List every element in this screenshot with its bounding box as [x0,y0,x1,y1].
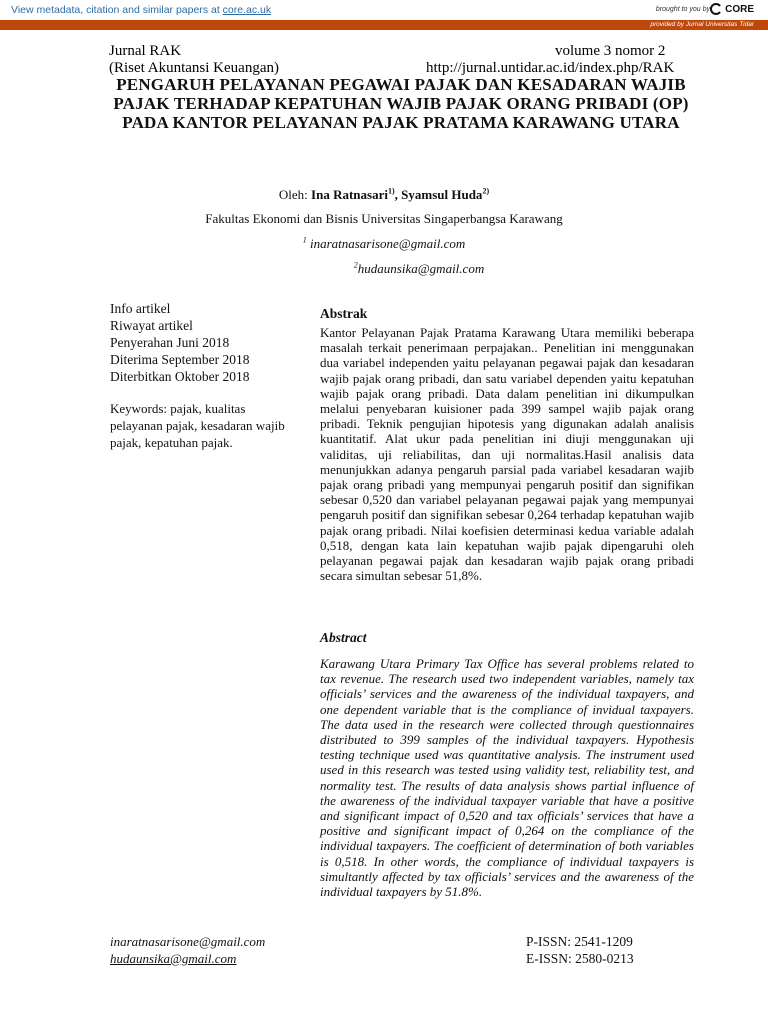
author-2-sup: 2) [482,186,490,196]
core-provided-strip [0,20,768,30]
article-info [110,300,285,385]
keywords: Keywords: pajak, kualitas pelayanan pajak, kesadaran wajib pajak, kepatuhan pajak. [110,401,285,450]
author-prefix: Oleh: [278,187,312,202]
core-top-bar [0,0,768,21]
abstrak-body: Kantor Pelayanan Pajak Pratama Karawang Utara memiliki beberapa masalah terkait penerimaan perpajakan.. Penelitian ini menggunakan dua variabel independen yaitu pelayanan pegawai pajak dan kesadaran wajib pajak orang pribadi, dan satu variabel dependen yaitu kepatuhan wajib pajak orang pribadi. Data dalam penelitian ini dikumpulkan melalui penyebaran kuisioner pada 399 sampel wajib pajak orang pribadi. Teknik pengujian hipotesis yang digunakan adalah analisis kuantitatif. Alat ukur pada penelitian ini diuji menggunakan uji validitas, uji reliabilitas, dan uji normalitas.Hasil analisis data menunjukkan adanya pengaruh parsial pada variabel kesadaran wajib pajak orang pribadi yang mempunyai pengaruh positif dan signifikan sebesar 0,520 dan variabel pelayanan pegawai pajak yang mempunyai pengaruh positif dan signifikan sebesar 0,264 terhadap kepatuhan wajib pajak orang pribadi. Nilai koefisien determinasi kedua variable adalah 0,518, dengan kata lain kepatuhan wajib pajak dipengaruhi oleh pelayanan pegawai pajak dan kesadaran wajib pajak orang pribadi secara simultan sebesar 51,8%. [320,325,694,584]
author-2: Syamsul Huda [401,187,483,202]
info-heading: Info artikel [110,301,171,316]
core-logo-icon [710,3,722,15]
author-email-2-text: hudaunsika@gmail.com [357,261,485,276]
p-issn: P-ISSN: 2541-1209 [526,934,633,949]
brought-to-you-by-label: brought to you by [655,6,710,13]
core-logo-text: CORE [725,3,754,15]
author-separator: , [394,187,402,202]
footer-email-1: inaratnasarisone@gmail.com [110,934,266,949]
core-logo[interactable] [710,3,754,15]
author-email-2-sup: 2 [353,260,358,270]
core-metadata-label: View metadata, citation and similar papers at [11,4,220,16]
info-submitted: Penyerahan Juni 2018 [110,335,230,350]
author-email-1-sup: 1 [302,235,307,245]
journal-subtitle: (Riset Akuntansi Keuangan) [109,60,279,76]
author-1: Ina Ratnasari [311,187,388,202]
author-email-2 [35,261,768,277]
journal-volume: volume 3 nomor 2 [555,43,666,59]
abstract-body: Karawang Utara Primary Tax Office has several problems related to tax revenue. The research used two independent variables, namely tax officials’ services and the awareness of the individual taxpayers, and one dependent variable that is the compliance of invidual taxpayers. The data used in the research were collected through questionnaires distributed to 399 samples of the individual taxpayers. Hypothesis testing technique used was quantitative analysis. The instrument used used in this research was tested using validity test, reliability test, and normality test. The results of data analysis shows partial influence of the awareness of the individual taxpayer variable that have a positive and significant impact of 0,520 and tax officials’ services that have a positive and significant impact of 0,264 on the compliance of the individual taxpayers. The coefficient of determination of both variables is 0,518. In other words, the compliance of individual taxpayers is simultantly affected by tax officials’ services and the awareness of the individual taxpayers by 51.8%. [320,656,694,900]
e-issn: E-ISSN: 2580-0213 [526,951,634,966]
core-link[interactable]: core.ac.uk [222,4,272,16]
author-line [0,187,768,203]
core-banner [0,0,768,30]
footer-email-2[interactable]: hudaunsika@gmail.com [110,951,237,966]
provided-by-label: provided by Jurnal Universitas Tidar [650,21,754,28]
core-metadata-text [11,4,271,16]
author-1-sup: 1) [387,186,395,196]
paper-title: PENGARUH PELAYANAN PEGAWAI PAJAK DAN KESADARAN WAJIB PAJAK TERHADAP KEPATUHAN WAJIB PAJAK ORANG PRIBADI (OP) PADA KANTOR PELAYANAN PAJAK PRATAMA KARAWANG UTARA [113,75,689,132]
affiliation: Fakultas Ekonomi dan Bisnis Universitas Singaperbangsa Karawang [205,211,563,226]
abstract-heading: Abstract [320,630,367,645]
author-email-1-text: inaratnasarisone@gmail.com [309,236,466,251]
journal-url[interactable]: http://jurnal.untidar.ac.id/index.php/RAK [426,60,675,76]
journal-name: Jurnal RAK [109,43,182,59]
info-accepted: Diterima September 2018 [110,352,250,367]
abstrak-heading: Abstrak [320,306,368,321]
info-published: Diterbitkan Oktober 2018 [110,369,250,384]
info-history: Riwayat artikel [110,318,193,333]
author-email-1 [0,236,768,252]
